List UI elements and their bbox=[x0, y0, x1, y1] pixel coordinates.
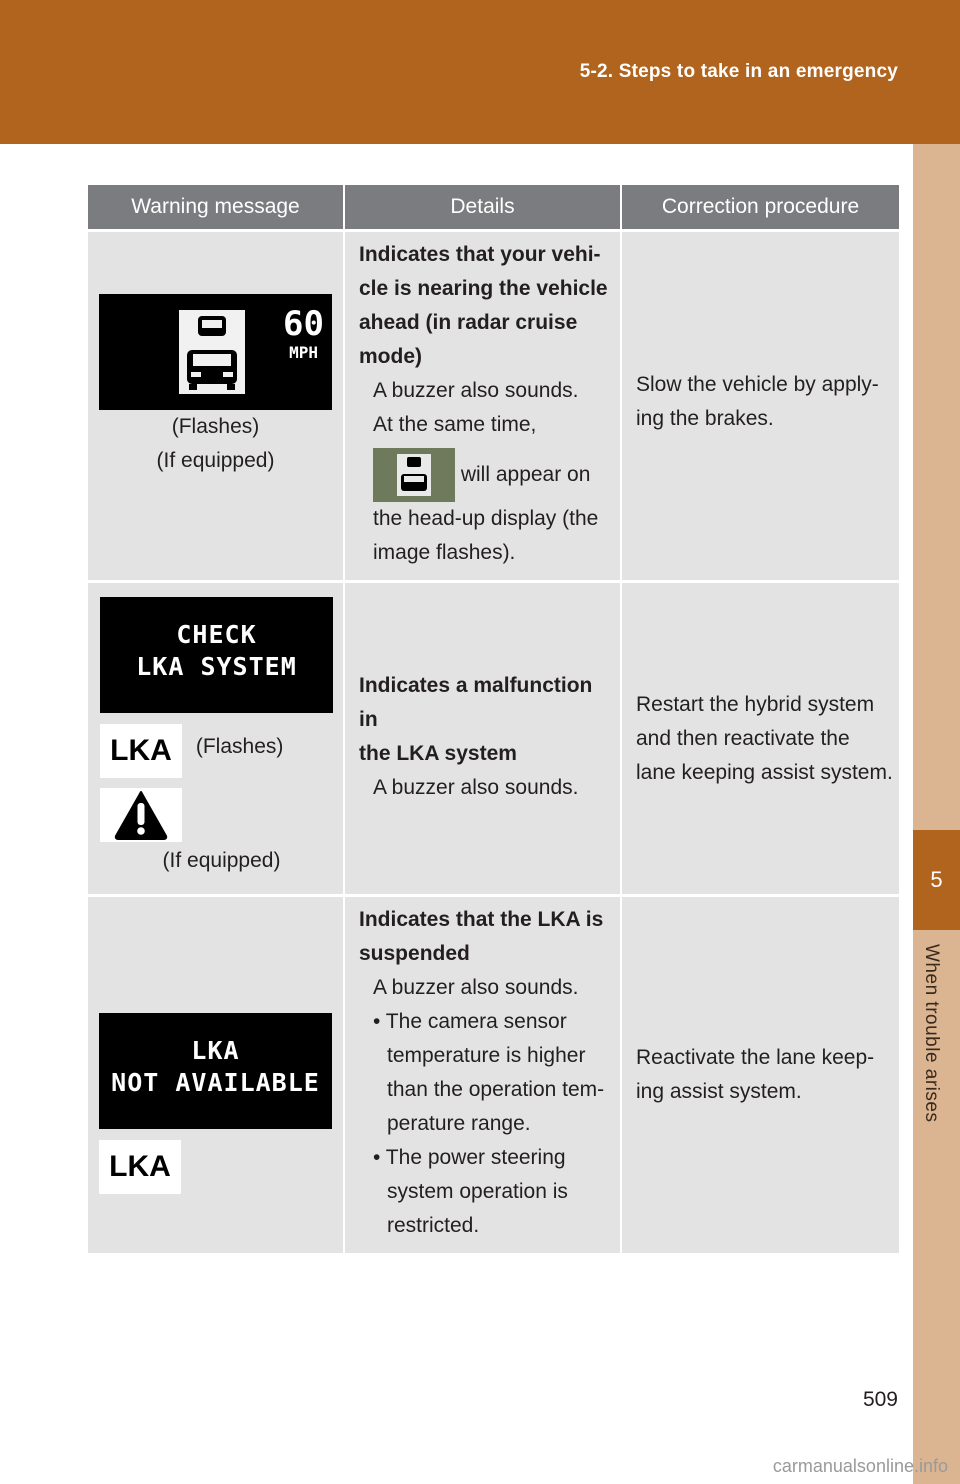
if-equipped-note: (If equipped) bbox=[156, 449, 275, 473]
details-cell bbox=[344, 582, 621, 896]
radar-cruise-display bbox=[99, 294, 332, 410]
lka-indicator-icon: LKA bbox=[100, 724, 182, 778]
vehicle-ahead-icon bbox=[179, 310, 245, 394]
display-line1: LKA bbox=[191, 1036, 240, 1066]
details-title: Indicates that the LKA is suspended bbox=[359, 908, 604, 966]
table-row bbox=[88, 231, 899, 582]
speed-readout bbox=[283, 304, 324, 362]
display-line2: LKA SYSTEM bbox=[136, 652, 297, 682]
details-cell bbox=[344, 896, 621, 1254]
chapter-number-tab[interactable]: 5 bbox=[913, 830, 960, 930]
details-icon-text: will appear on bbox=[455, 463, 591, 486]
check-lka-system-display bbox=[100, 597, 333, 713]
table-row bbox=[88, 896, 899, 1254]
warning-exclamation-icon bbox=[100, 788, 182, 842]
correction-cell: Reactivate the lane keep- ing assist system. bbox=[621, 896, 899, 1254]
side-tab bbox=[913, 144, 960, 1484]
details-line: A buzzer also sounds. bbox=[373, 976, 579, 1000]
warning-message-cell bbox=[88, 896, 344, 1254]
if-equipped-note: (If equipped) bbox=[162, 848, 281, 872]
details-line: At the same time, bbox=[373, 413, 537, 436]
section-title: 5-2. Steps to take in an emergency bbox=[579, 61, 898, 82]
correction-cell: Restart the hybrid system and then reactivate the lane keeping assist system. bbox=[621, 582, 899, 896]
details-cell bbox=[344, 231, 621, 582]
lka-not-available-display bbox=[99, 1013, 332, 1129]
details-bullet: • The power steering system operation is restricted. bbox=[373, 1146, 568, 1238]
chapter-label: When trouble arises bbox=[921, 944, 942, 1123]
watermark[interactable]: carmanualsonline.info bbox=[772, 1456, 948, 1476]
warning-message-cell bbox=[88, 231, 344, 582]
display-line2: NOT AVAILABLE bbox=[111, 1068, 320, 1098]
column-header-correction-procedure: Correction procedure bbox=[621, 185, 899, 231]
details-title: Indicates a malfunction in the LKA system bbox=[359, 673, 593, 765]
details-bullet: • The camera sensor temperature is higher than the operation tem- perature range. bbox=[373, 1010, 605, 1136]
lka-indicator-icon: LKA bbox=[99, 1140, 181, 1194]
speed-unit: MPH bbox=[289, 343, 318, 363]
hud-vehicle-ahead-icon bbox=[373, 448, 455, 502]
details-line: A buzzer also sounds. bbox=[373, 379, 579, 402]
flashes-note: (Flashes) bbox=[171, 415, 260, 439]
warning-message-table bbox=[88, 185, 899, 1253]
page-number: 509 bbox=[862, 1388, 898, 1411]
display-line1: CHECK bbox=[176, 620, 257, 650]
details-after-text: the head-up display (the image flashes). bbox=[373, 507, 599, 565]
table-header-row bbox=[88, 185, 899, 231]
flashes-note: (Flashes) bbox=[195, 735, 284, 759]
details-title: Indicates that your vehi- cle is nearing the vehicle ahead (in radar cruise mode) bbox=[359, 243, 608, 368]
speed-value: 60 bbox=[283, 304, 324, 345]
details-line: A buzzer also sounds. bbox=[373, 775, 579, 799]
table-row bbox=[88, 582, 899, 896]
correction-cell: Slow the vehicle by apply- ing the brakes. bbox=[621, 231, 899, 582]
column-header-warning-message: Warning message bbox=[88, 185, 344, 231]
warning-message-cell bbox=[88, 582, 344, 896]
column-header-details: Details bbox=[344, 185, 621, 231]
